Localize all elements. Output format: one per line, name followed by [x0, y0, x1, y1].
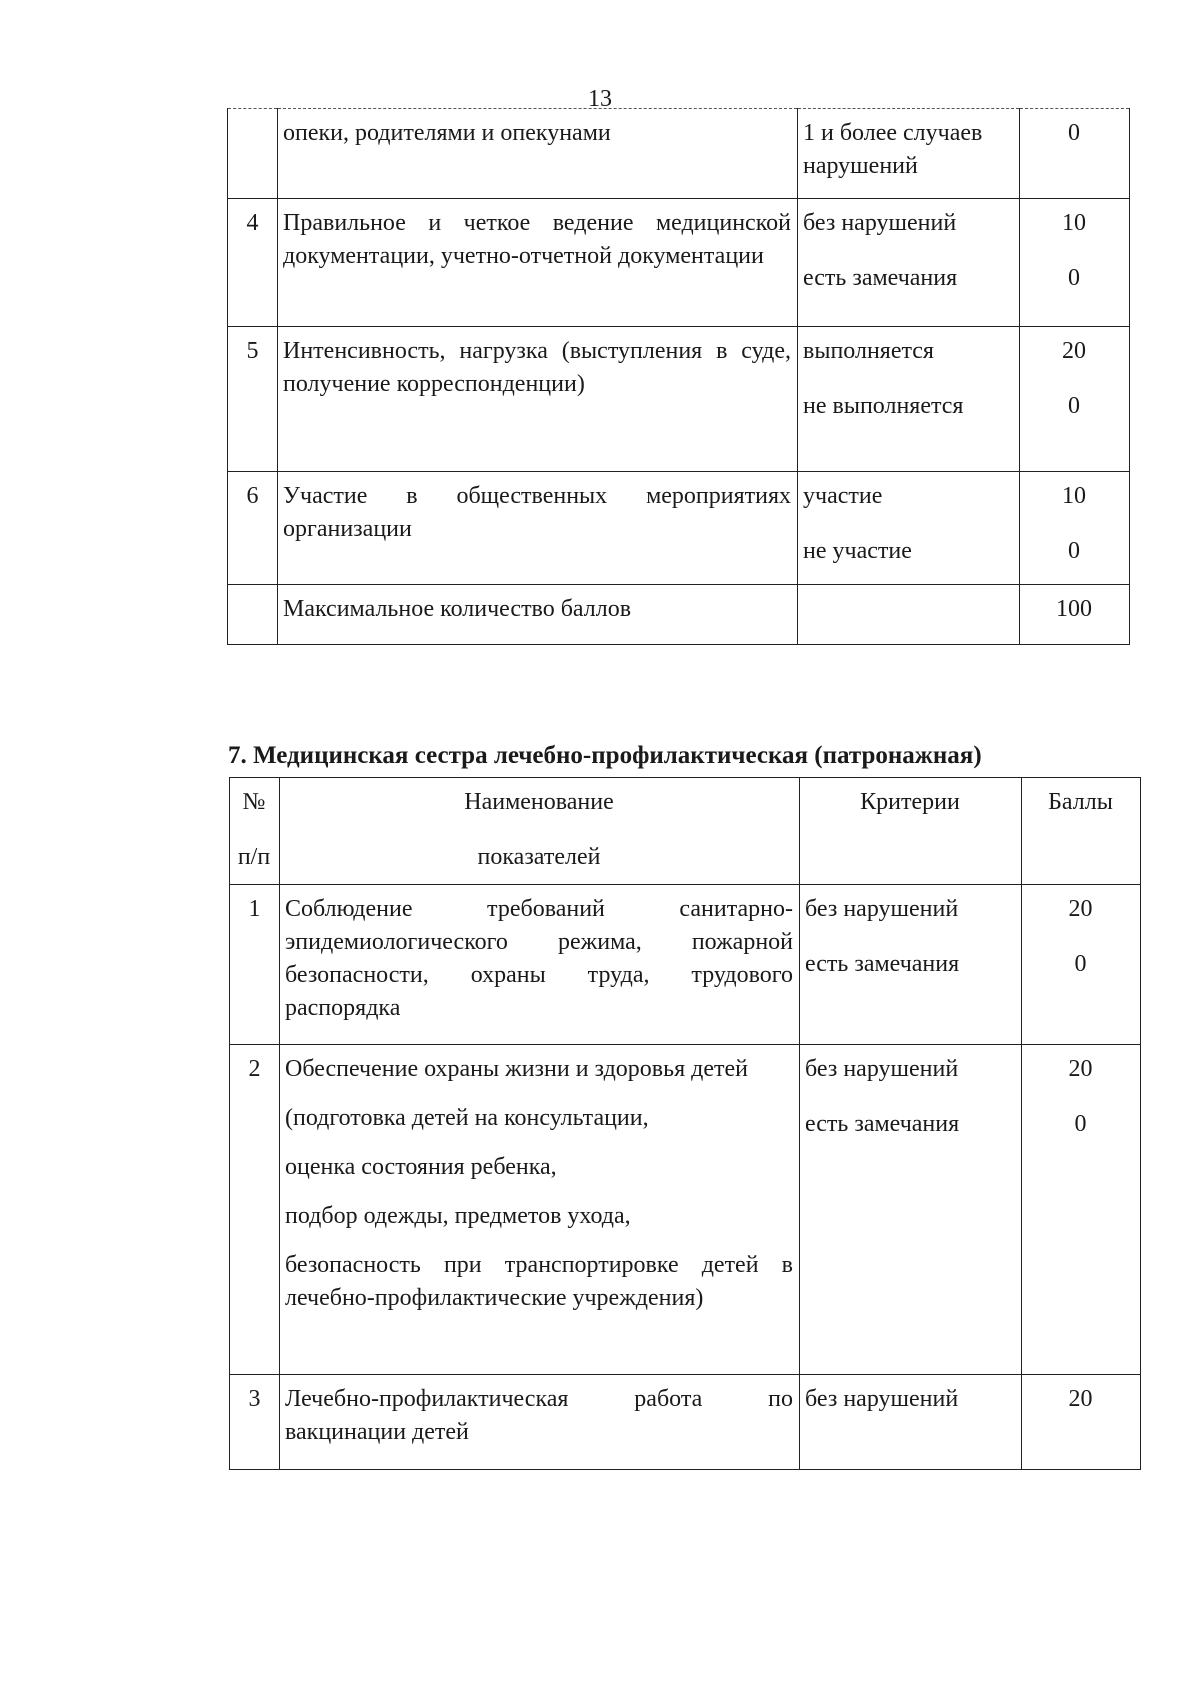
- score-cell: [1022, 1375, 1141, 1470]
- criterion: есть замечания: [803, 265, 958, 291]
- criteria-cell: [800, 1375, 1022, 1470]
- row-number: 3: [230, 1375, 280, 1470]
- row-number: 5: [228, 327, 278, 472]
- indicator-name: [278, 472, 798, 585]
- table-header-row: [230, 778, 1141, 885]
- header-name-top: Наименование: [464, 789, 614, 815]
- score-cell: [1022, 1045, 1141, 1375]
- criterion: без нарушений: [805, 1056, 959, 1082]
- criteria-cell: [798, 585, 1020, 645]
- header-number-top: №: [242, 789, 266, 815]
- table-row: [228, 585, 1130, 645]
- indicator-name: [278, 585, 798, 645]
- indicator-name: [280, 1045, 800, 1375]
- indicator-name: [278, 327, 798, 472]
- indicator-text: (подготовка детей на консультации,: [285, 1105, 649, 1131]
- score-value: 10: [1062, 210, 1086, 236]
- score-value: 20: [1068, 1056, 1093, 1082]
- score-value: 20: [1068, 1386, 1093, 1412]
- score-value: 20: [1068, 896, 1093, 922]
- score-value: 100: [1056, 596, 1092, 622]
- indicator-name: [280, 1375, 800, 1470]
- criteria-cell: [798, 327, 1020, 472]
- table-row: [230, 1045, 1141, 1375]
- criteria-cell: [798, 109, 1020, 199]
- header-score: Баллы: [1022, 778, 1141, 885]
- criterion: без нарушений: [803, 210, 957, 236]
- table-row: [228, 472, 1130, 585]
- score-value: 0: [1074, 951, 1087, 977]
- header-name: [280, 778, 800, 885]
- indicator-text: Участие в общественных мероприятиях организации: [283, 483, 791, 542]
- score-cell: [1020, 327, 1130, 472]
- score-value: 0: [1068, 120, 1080, 146]
- criteria-cell: [798, 472, 1020, 585]
- table-row: [230, 885, 1141, 1045]
- row-number: [228, 109, 278, 199]
- criteria-table-nurse: [229, 777, 1141, 1470]
- header-name-bottom: показателей: [477, 844, 601, 870]
- indicator-text: Обеспечение охраны жизни и здоровья детей: [285, 1056, 748, 1082]
- score-value: 10: [1062, 483, 1086, 509]
- header-criteria: Критерии: [800, 778, 1022, 885]
- criterion: участие: [803, 483, 883, 509]
- header-number-bottom: п/п: [237, 844, 271, 870]
- criteria-cell: [798, 199, 1020, 327]
- criterion: не выполняется: [803, 393, 964, 419]
- row-number: 1: [230, 885, 280, 1045]
- section-title: 7. Медицинская сестра лечебно-профилактическая (патронажная): [228, 742, 982, 769]
- row-number: 6: [228, 472, 278, 585]
- table-row: [228, 109, 1130, 199]
- header-number: [230, 778, 280, 885]
- indicator-text: Лечебно-профилактическая работа по вакцинации детей: [285, 1386, 793, 1445]
- indicator-text: оценка состояния ребенка,: [285, 1154, 557, 1180]
- criterion: есть замечания: [805, 951, 960, 977]
- score-cell: [1020, 472, 1130, 585]
- table-row: [230, 1375, 1141, 1470]
- indicator-text: опеки, родителями и опекунами: [283, 120, 611, 146]
- score-value: 20: [1062, 338, 1086, 364]
- indicator-text: Максимальное количество баллов: [283, 596, 632, 622]
- indicator-text: Правильное и четкое ведение медицинской документации, учетно-отчетной документации: [283, 210, 791, 269]
- indicator-name: [280, 885, 800, 1045]
- criterion: без нарушений: [805, 896, 959, 922]
- score-value: 0: [1074, 1111, 1087, 1137]
- score-cell: [1020, 585, 1130, 645]
- indicator-text: подбор одежды, предметов ухода,: [285, 1203, 631, 1229]
- page-number: 13: [588, 86, 612, 112]
- score-cell: [1022, 885, 1141, 1045]
- table-row: [228, 199, 1130, 327]
- criterion: не участие: [803, 538, 912, 564]
- indicator-text: Соблюдение требований санитарно-эпидемиологического режима, пожарной безопасности, охраны труда, трудового распорядка: [285, 896, 793, 1021]
- score-value: 0: [1068, 265, 1080, 291]
- criterion: 1 и более случаев нарушений: [803, 120, 983, 179]
- indicator-name: [278, 199, 798, 327]
- score-cell: [1020, 109, 1130, 199]
- indicator-text: Интенсивность, нагрузка (выступления в суде, получение корреспонденции): [283, 338, 791, 397]
- criteria-cell: [800, 1045, 1022, 1375]
- table-row: [228, 327, 1130, 472]
- criteria-table-continued: [227, 108, 1130, 645]
- indicator-text: безопасность при транспортировке детей в лечебно-профилактические учреждения): [285, 1252, 793, 1311]
- criterion: есть замечания: [805, 1111, 960, 1137]
- row-number: 2: [230, 1045, 280, 1375]
- row-number: 4: [228, 199, 278, 327]
- row-number: [228, 585, 278, 645]
- indicator-name: [278, 109, 798, 199]
- criteria-cell: [800, 885, 1022, 1045]
- criterion: без нарушений: [805, 1386, 959, 1412]
- score-value: 0: [1068, 538, 1080, 564]
- score-value: 0: [1068, 393, 1080, 419]
- score-cell: [1020, 199, 1130, 327]
- criterion: выполняется: [803, 338, 934, 364]
